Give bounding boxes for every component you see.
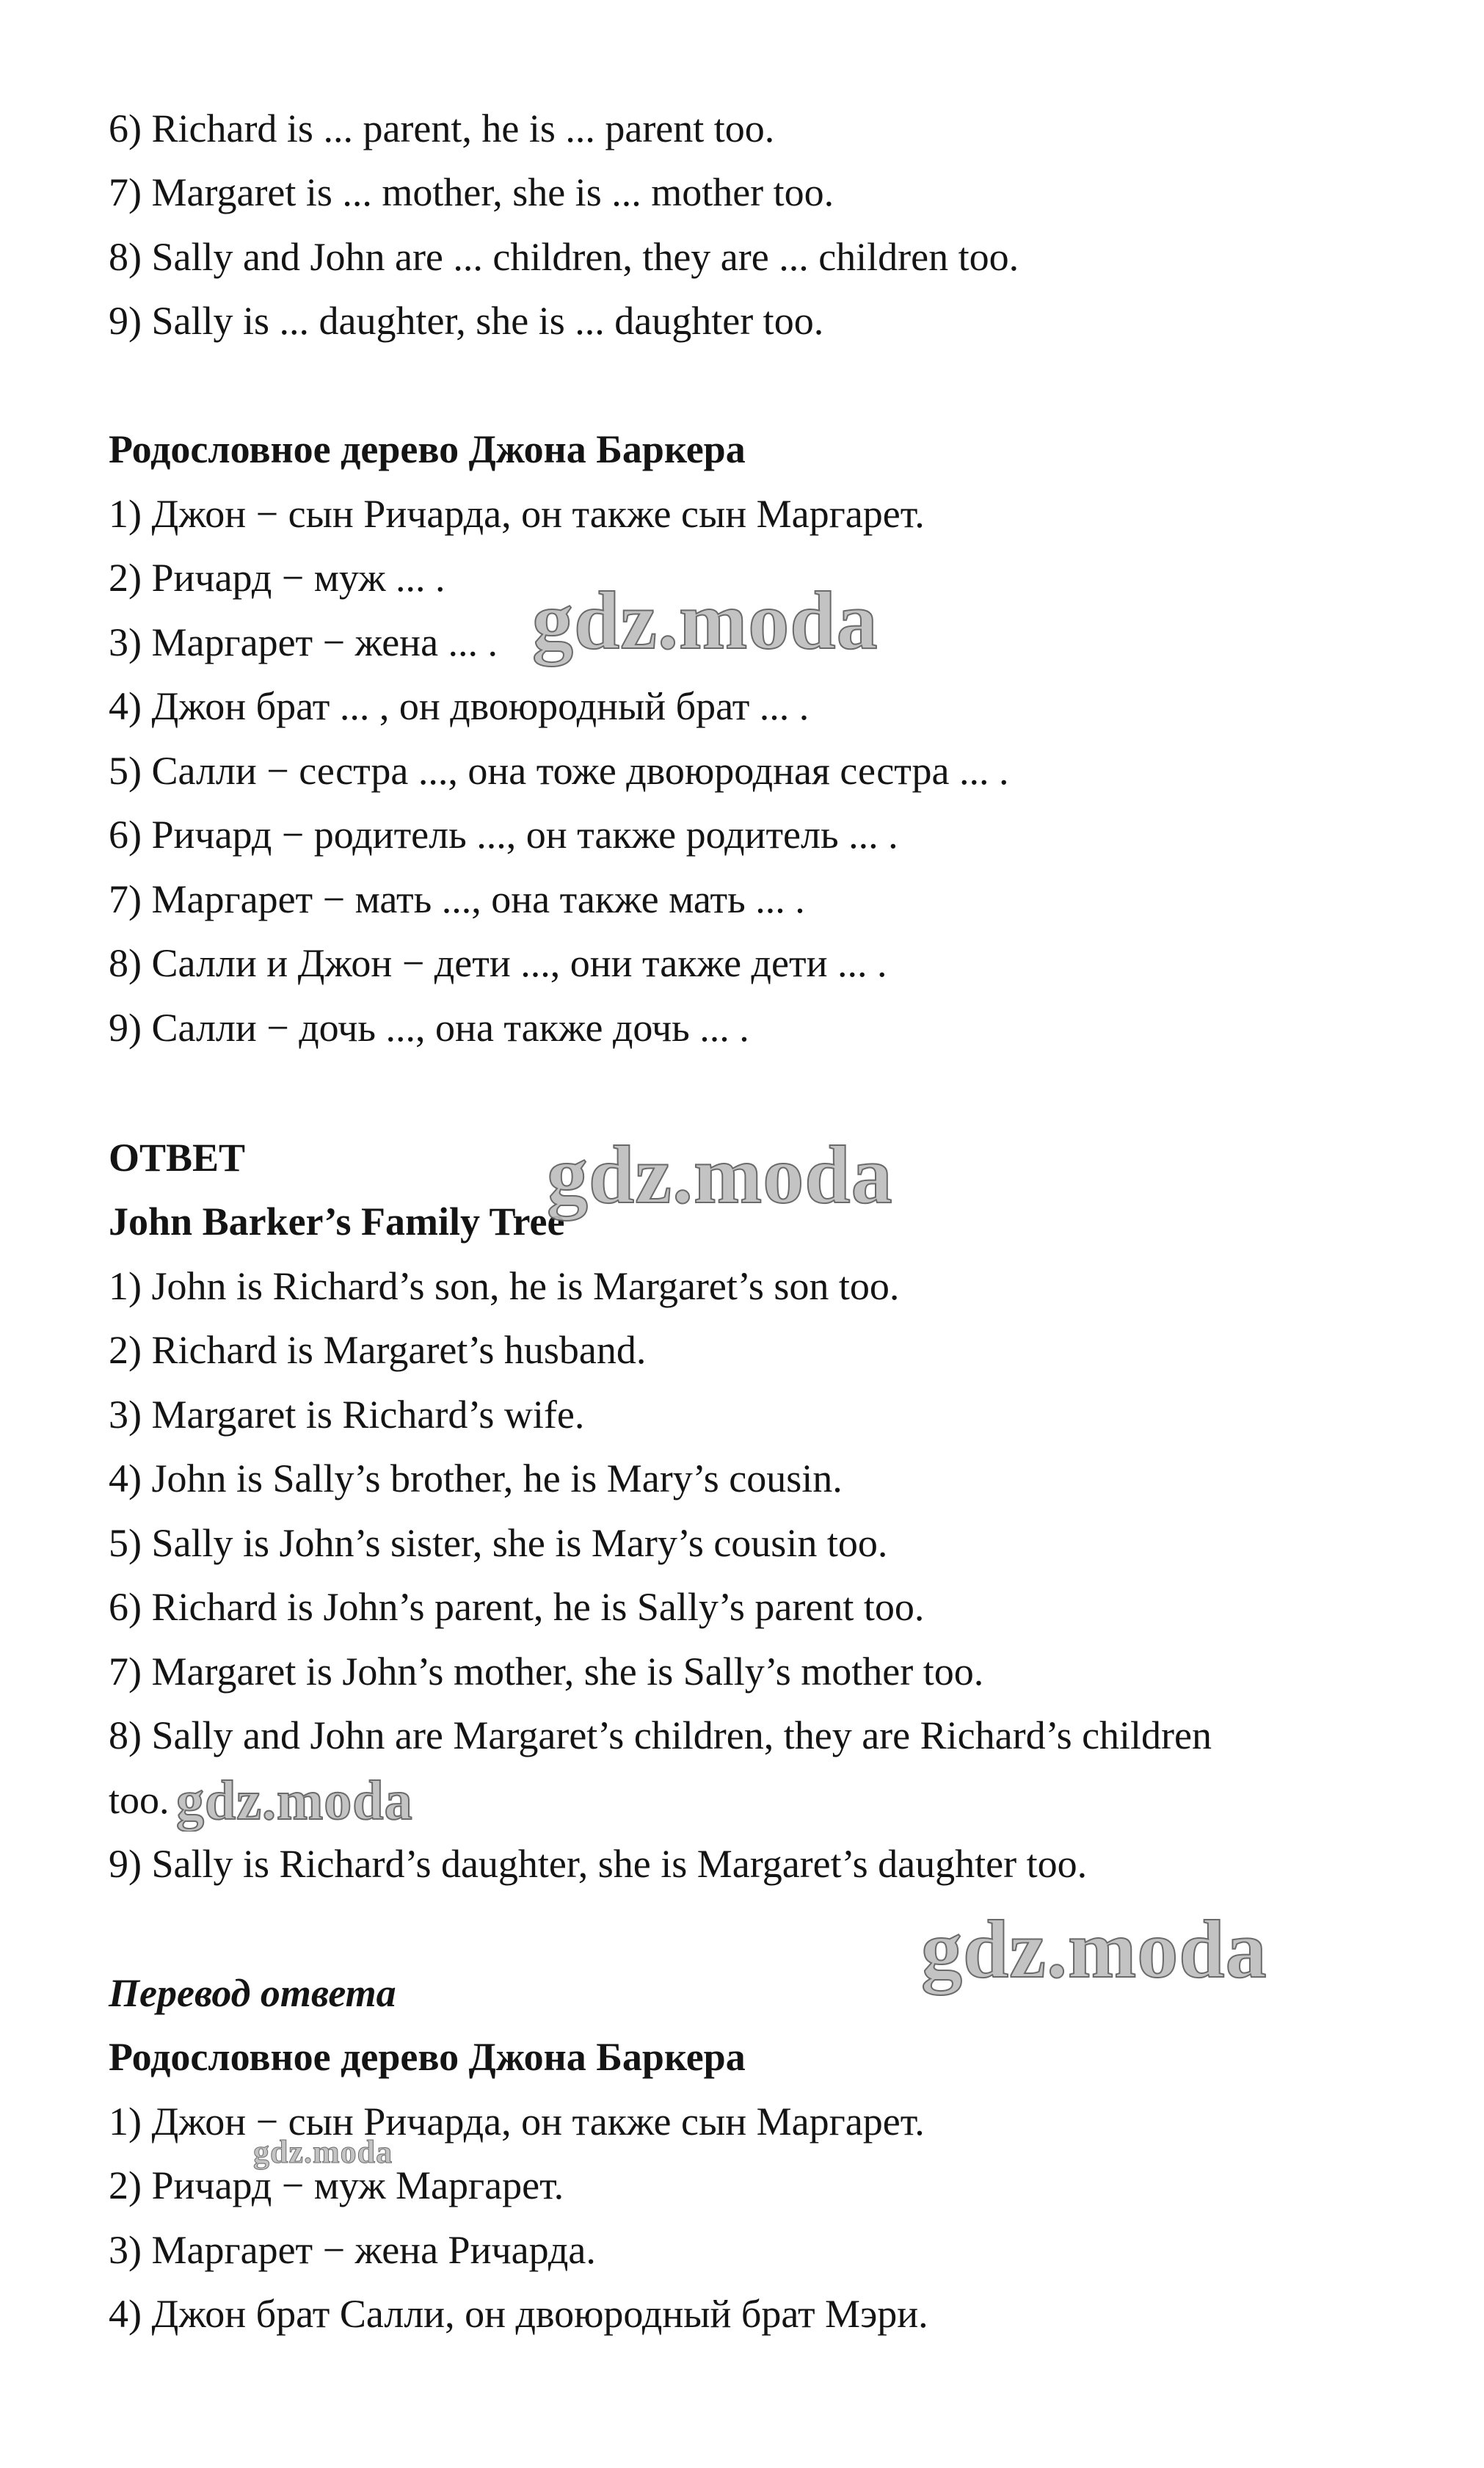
- answer-translation-label: Перевод ответа: [109, 1971, 396, 2015]
- answer-line: 1) John is Richard’s son, he is Margaret’s son too.: [109, 1264, 900, 1308]
- exercise-line: 8) Sally and John are ... children, they are ... children too.: [109, 235, 1019, 279]
- answer-label: ОТВЕТ: [109, 1136, 246, 1180]
- answer-line: 2) Richard is Margaret’s husband.: [109, 1328, 647, 1372]
- answer-line: 7) Margaret is John’s mother, she is Sally’s mother too.: [109, 1649, 984, 1694]
- answer-line: 4) John is Sally’s brother, he is Mary’s cousin.: [109, 1456, 843, 1500]
- translation-task-line: 4) Джон брат ... , он двоюродный брат ... .: [109, 684, 810, 728]
- answer-line-continuation: too.: [109, 1778, 170, 1822]
- translation-task-line: 5) Салли − сестра ..., она тоже двоюродная сестра ... .: [109, 749, 1009, 793]
- translation-task-heading: Родословное дерево Джона Баркера: [109, 427, 746, 471]
- translation-task-line: 6) Ричард − родитель ..., он также родитель ... .: [109, 813, 898, 857]
- answer-translation-line: 2) Ричард − муж Маргарет.: [109, 2163, 564, 2207]
- translation-task-line: 3) Маргарет − жена ... .: [109, 620, 498, 664]
- translation-task-line: 8) Салли и Джон − дети ..., они также дети ... .: [109, 941, 887, 985]
- answer-translation-line: 4) Джон брат Салли, он двоюродный брат Мэри.: [109, 2292, 928, 2336]
- watermark-logo: gdz.moda: [547, 1130, 893, 1221]
- watermark-logo: gdz.moda: [921, 1904, 1267, 1995]
- exercise-line: 7) Margaret is ... mother, she is ... mother too.: [109, 170, 834, 214]
- answer-translation-line: 1) Джон − сын Ричарда, он также сын Маргарет.: [109, 2099, 925, 2144]
- watermark-logo: gdz.moda: [532, 576, 879, 667]
- answer-line: 6) Richard is John’s parent, he is Sally’s parent too.: [109, 1585, 925, 1629]
- translation-task-line: 9) Салли − дочь ..., она также дочь ... .: [109, 1006, 749, 1050]
- translation-task-line: 7) Маргарет − мать ..., она также мать ... .: [109, 877, 805, 921]
- exercise-line: 6) Richard is ... parent, he is ... parent too.: [109, 106, 775, 150]
- answer-translation-line: 3) Маргарет − жена Ричарда.: [109, 2228, 596, 2272]
- answer-line: 3) Margaret is Richard’s wife.: [109, 1393, 585, 1437]
- answer-line: 5) Sally is John’s sister, she is Mary’s cousin too.: [109, 1521, 888, 1565]
- translation-task-line: 2) Ричард − муж ... .: [109, 556, 445, 600]
- exercise-line: 9) Sally is ... daughter, she is ... daughter too.: [109, 299, 824, 343]
- watermark-logo: gdz.moda: [176, 1770, 413, 1832]
- answer-translation-heading: Родословное дерево Джона Баркера: [109, 2035, 746, 2079]
- watermark-logo: gdz.moda: [253, 2134, 393, 2170]
- translation-task-line: 1) Джон − сын Ричарда, он также сын Маргарет.: [109, 492, 925, 536]
- answer-line: 9) Sally is Richard’s daughter, she is Margaret’s daughter too.: [109, 1842, 1088, 1886]
- answer-line: 8) Sally and John are Margaret’s children, they are Richard’s children: [109, 1713, 1212, 1757]
- answer-heading: John Barker’s Family Tree: [109, 1199, 565, 1244]
